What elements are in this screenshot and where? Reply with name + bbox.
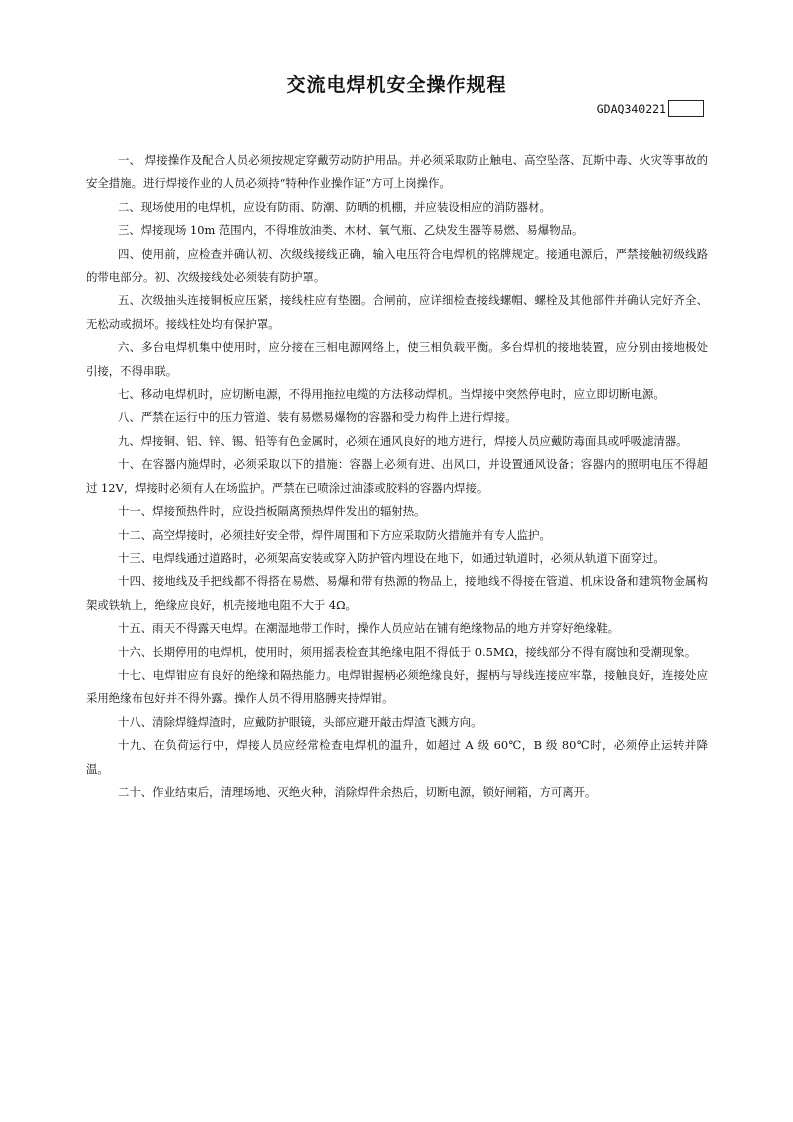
clause-11: 十一、焊接预热件时，应设挡板隔离预热焊件发出的辐射热。 [118, 504, 426, 519]
clause-3: 三、焊接现场 10m 范围内，不得堆放油类、木材、氧气瓶、乙炔发生器等易燃、易爆物品。 [118, 223, 584, 238]
clause-19: 十九、在负荷运行中，焊接人员应经常检查电焊机的温升，如超过 A 级 60℃，B 级 80℃时，必须停止运转并降温。 [86, 738, 708, 776]
page-title: 交流电焊机安全操作规程 [286, 74, 507, 96]
clause-1: 一、 焊接操作及配合人员必须按规定穿戴劳动防护用品。并必须采取防止触电、高空坠落、瓦斯中毒、火灾等事故的安全措施。进行焊接作业的人员必须持“特种作业操作证”方可上岗操作。 [86, 153, 708, 191]
clause-16: 十六、长期停用的电焊机，使用时，须用摇表检查其绝缘电阻不得低于 0.5MΩ，接线部分不得有腐蚀和受潮现象。 [118, 644, 697, 659]
clause-14: 十四、接地线及手把线都不得搭在易燃、易爆和带有热源的物品上，接地线不得接在管道、机床设备和建筑物金属构架或铁轨上，绝缘应良好，机壳接地电阻不大于 4Ω。 [86, 574, 708, 612]
clause-8: 八、严禁在运行中的压力管道、装有易燃易爆物的容器和受力构件上进行焊接。 [118, 410, 517, 425]
regulation-body [86, 149, 708, 804]
document-code: GDAQ340221 [596, 101, 666, 116]
clause-5: 五、次级抽头连接铜板应压紧，接线柱应有垫圈。合闸前，应详细检查接线螺帽、螺栓及其他部件并确认完好齐全、无松动或损坏。接线柱处均有保护罩。 [86, 293, 708, 331]
clause-18: 十八、清除焊缝焊渣时，应戴防护眼镜，头部应避开敲击焊渣飞溅方向。 [118, 714, 483, 729]
clause-7: 七、移动电焊机时，应切断电源，不得用拖拉电缆的方法移动焊机。当焊接中突然停电时，应立即切断电源。 [118, 387, 665, 402]
clause-17: 十七、电焊钳应有良好的绝缘和隔热能力。电焊钳握柄必须绝缘良好，握柄与导线连接应牢靠，接触良好，连接处应采用绝缘布包好并不得外露。操作人员不得用胳膊夹持焊钳。 [86, 667, 708, 706]
clause-10: 十、在容器内施焊时，必须采取以下的措施：容器上必须有进、出风口，并设置通风设备；容器内的照明电压不得超过 12V，焊接时必须有人在场监护。严禁在已喷涂过油漆或胶料的容器内焊接。 [86, 457, 708, 495]
clause-20: 二十、作业结束后，清理场地、灭绝火种，消除焊件余热后，切断电源，锁好闸箱，方可离开。 [118, 784, 597, 799]
clause-15: 十五、雨天不得露天电焊。在潮湿地带工作时，操作人员应站在铺有绝缘物品的地方并穿好绝缘鞋。 [118, 621, 620, 636]
clause-9: 九、焊接铜、铝、锌、锡、铅等有色金属时，必须在通风良好的地方进行，焊接人员应戴防毒面具或呼吸滤清器。 [118, 433, 688, 448]
document-code-row [597, 100, 704, 117]
clause-6: 六、多台电焊机集中使用时，应分接在三相电源网络上，使三相负载平衡。多台焊机的接地装置，应分别由接地极处引接，不得串联。 [86, 340, 708, 378]
clause-12: 十二、高空焊接时，必须挂好安全带，焊件周围和下方应采取防火措施并有专人监护。 [118, 527, 551, 542]
code-suffix-box [668, 100, 704, 117]
clause-13: 十三、电焊线通过道路时，必须架高安装或穿入防护管内埋设在地下，如通过轨道时，必须从轨道下面穿过。 [118, 550, 665, 565]
clause-2: 二、现场使用的电焊机，应设有防雨、防潮、防晒的机棚，并应装设相应的消防器材。 [118, 199, 551, 214]
clause-4: 四、使用前，应检查并确认初、次级线接线正确，输入电压符合电焊机的铭牌规定。接通电源后，严禁接触初级线路的带电部分。初、次级接线处必须装有防护罩。 [86, 246, 708, 285]
